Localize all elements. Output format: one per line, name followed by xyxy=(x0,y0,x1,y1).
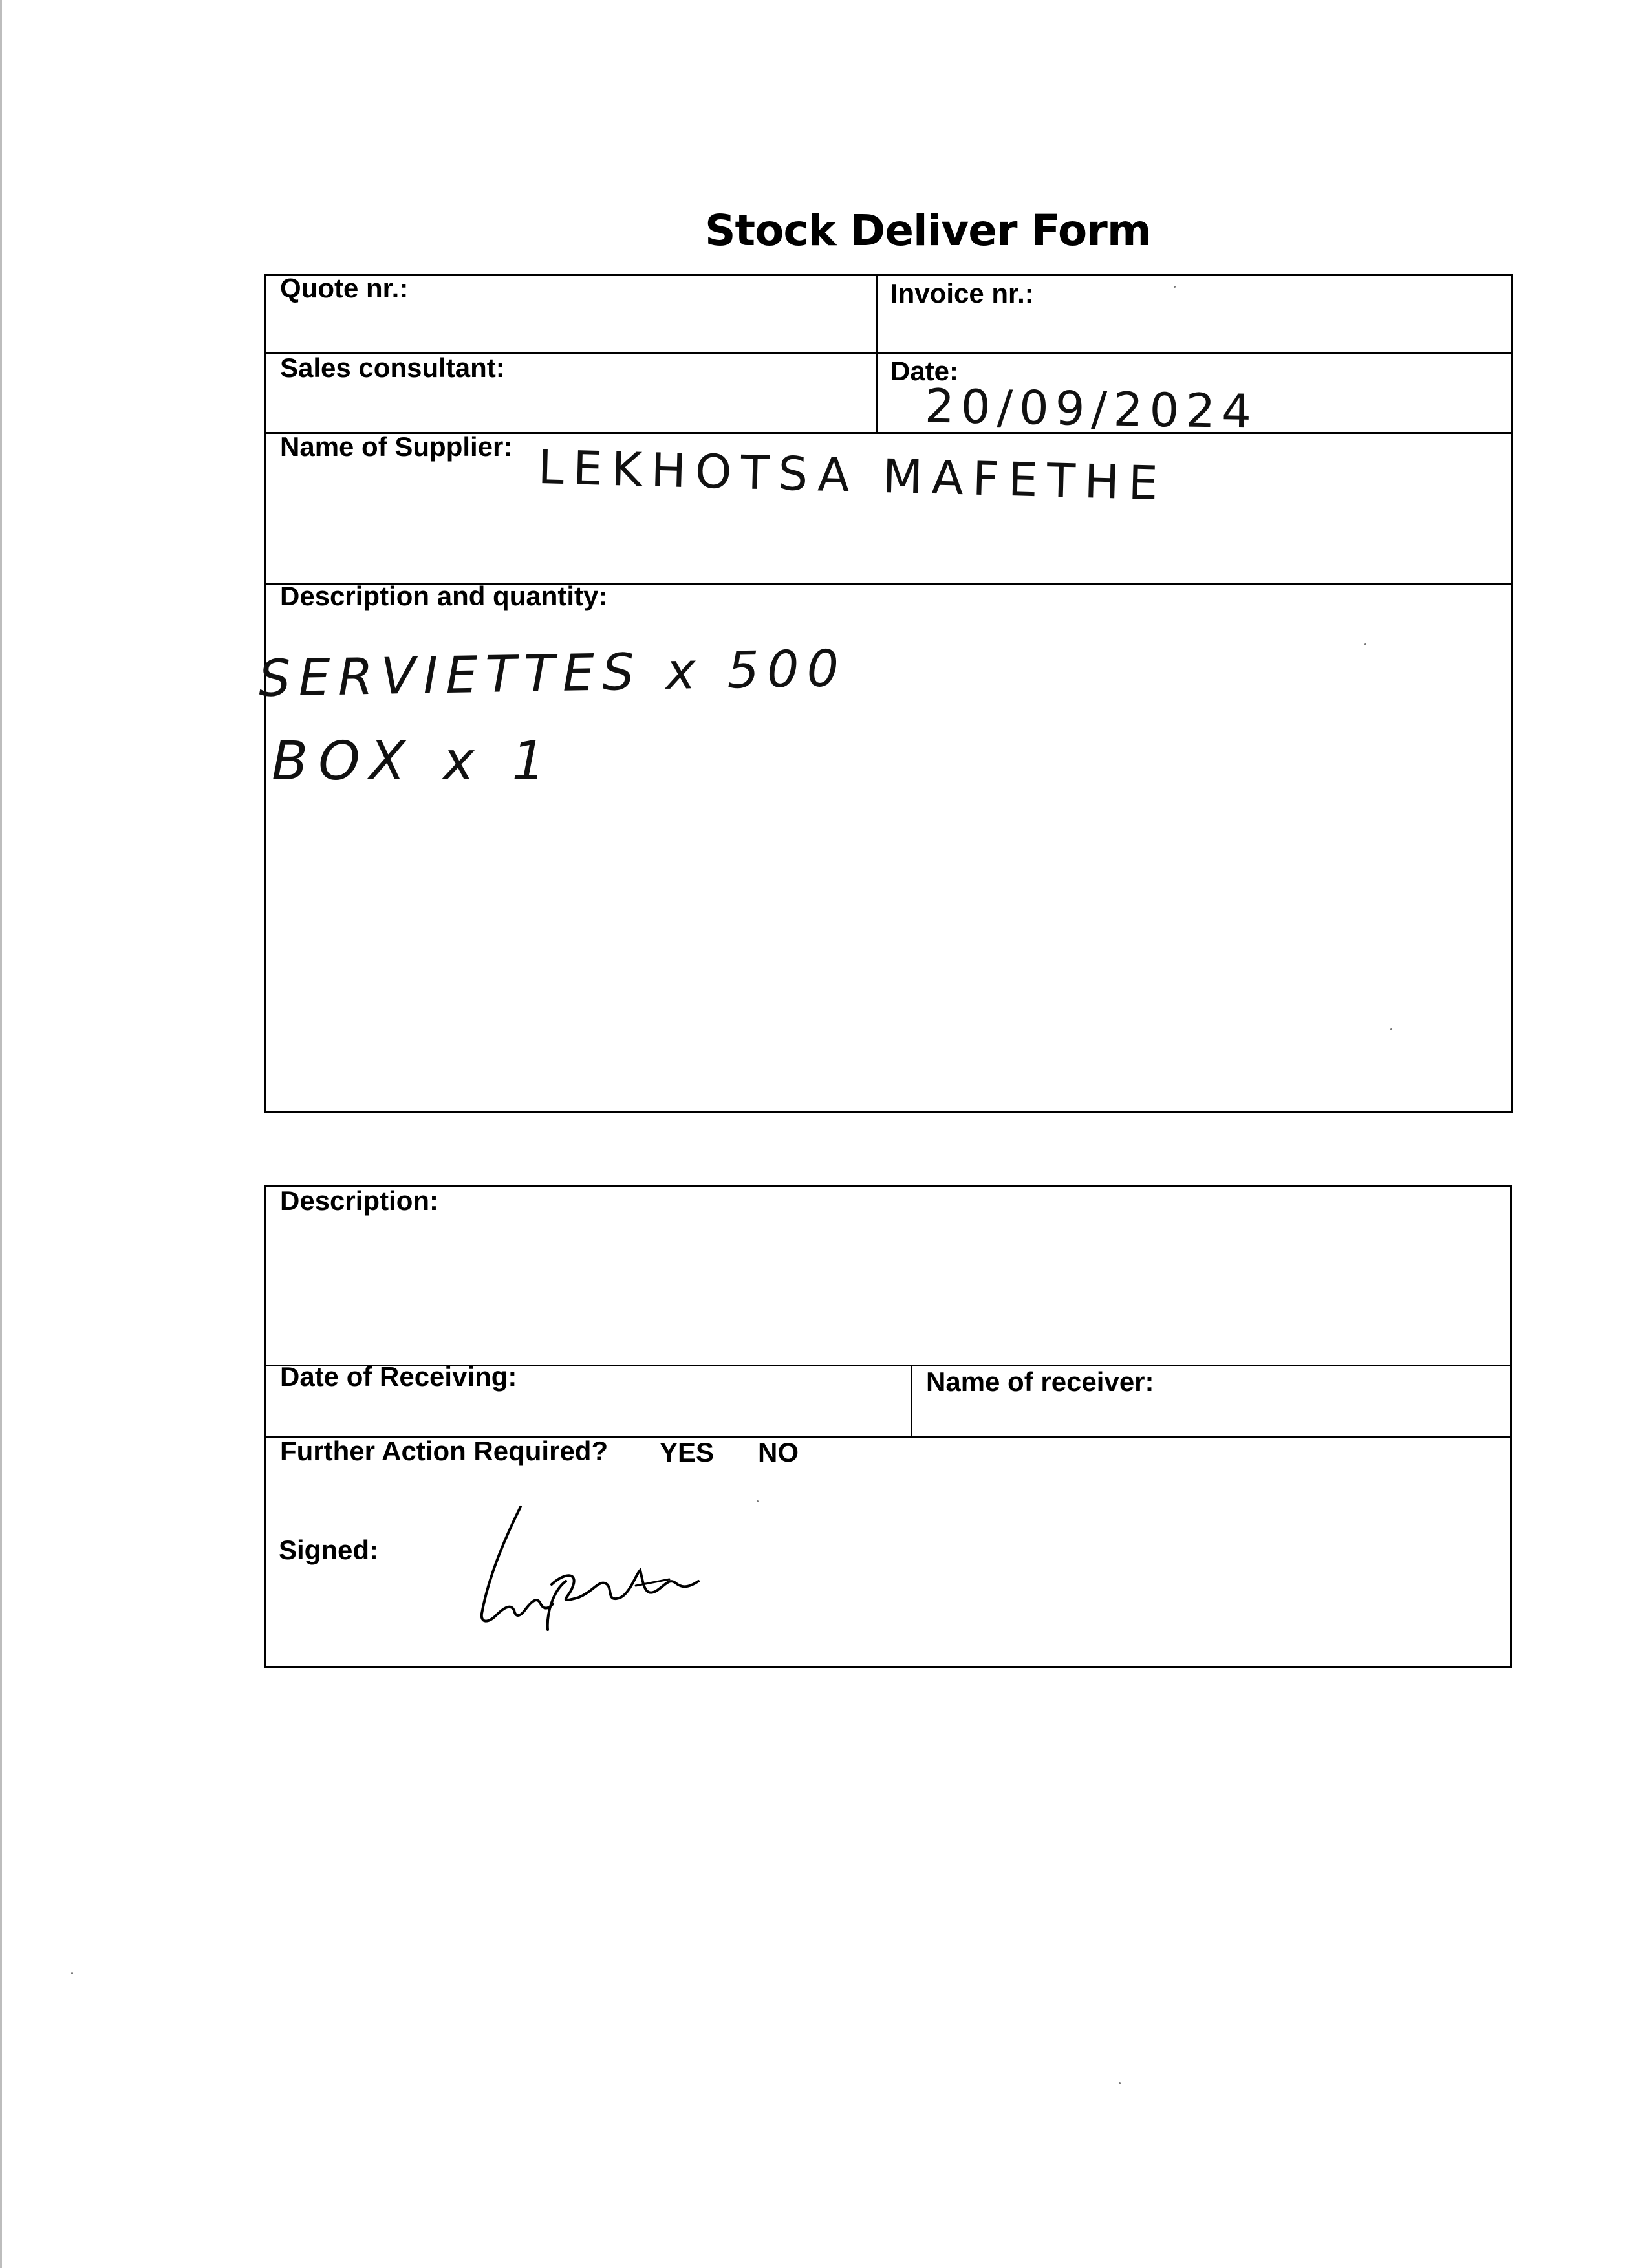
supplier-label: Name of Supplier: xyxy=(280,431,513,462)
form-title: Stock Deliver Form xyxy=(705,206,1151,255)
scan-speck xyxy=(1174,286,1176,288)
date-label: Date: xyxy=(890,356,959,386)
signed-label: Signed: xyxy=(279,1535,378,1565)
yes-option: YES xyxy=(660,1437,715,1467)
divider-column xyxy=(876,274,878,432)
item-line: BOX x 1 xyxy=(272,731,556,792)
scan-speck xyxy=(757,1500,759,1502)
receiving-box xyxy=(264,1185,1512,1668)
supplier-value: LEKHOTSA MAFETHE xyxy=(537,440,1168,511)
scan-speck xyxy=(1390,1028,1392,1030)
sales-consultant-label: Sales consultant: xyxy=(280,352,505,383)
divider-receiving-column xyxy=(911,1365,912,1436)
no-option: NO xyxy=(758,1437,799,1467)
handwritten-signature xyxy=(475,1500,721,1636)
receiver-name-label: Name of receiver: xyxy=(926,1366,1154,1397)
scan-speck xyxy=(1364,643,1366,645)
scan-speck xyxy=(1119,2082,1121,2084)
description-quantity-label: Description and quantity: xyxy=(280,581,608,611)
invoice-number-label: Invoice nr.: xyxy=(890,278,1034,308)
description-label: Description: xyxy=(280,1185,439,1216)
quote-number-label: Quote nr.: xyxy=(280,273,409,303)
date-of-receiving-label: Date of Receiving: xyxy=(280,1361,517,1392)
further-action-label: Further Action Required? xyxy=(280,1436,609,1466)
scan-speck xyxy=(71,1972,73,1974)
date-value: 20/09/2024 xyxy=(924,378,1258,439)
scan-edge xyxy=(0,0,2,2268)
item-line: SERVIETTES x 500 xyxy=(258,640,848,708)
